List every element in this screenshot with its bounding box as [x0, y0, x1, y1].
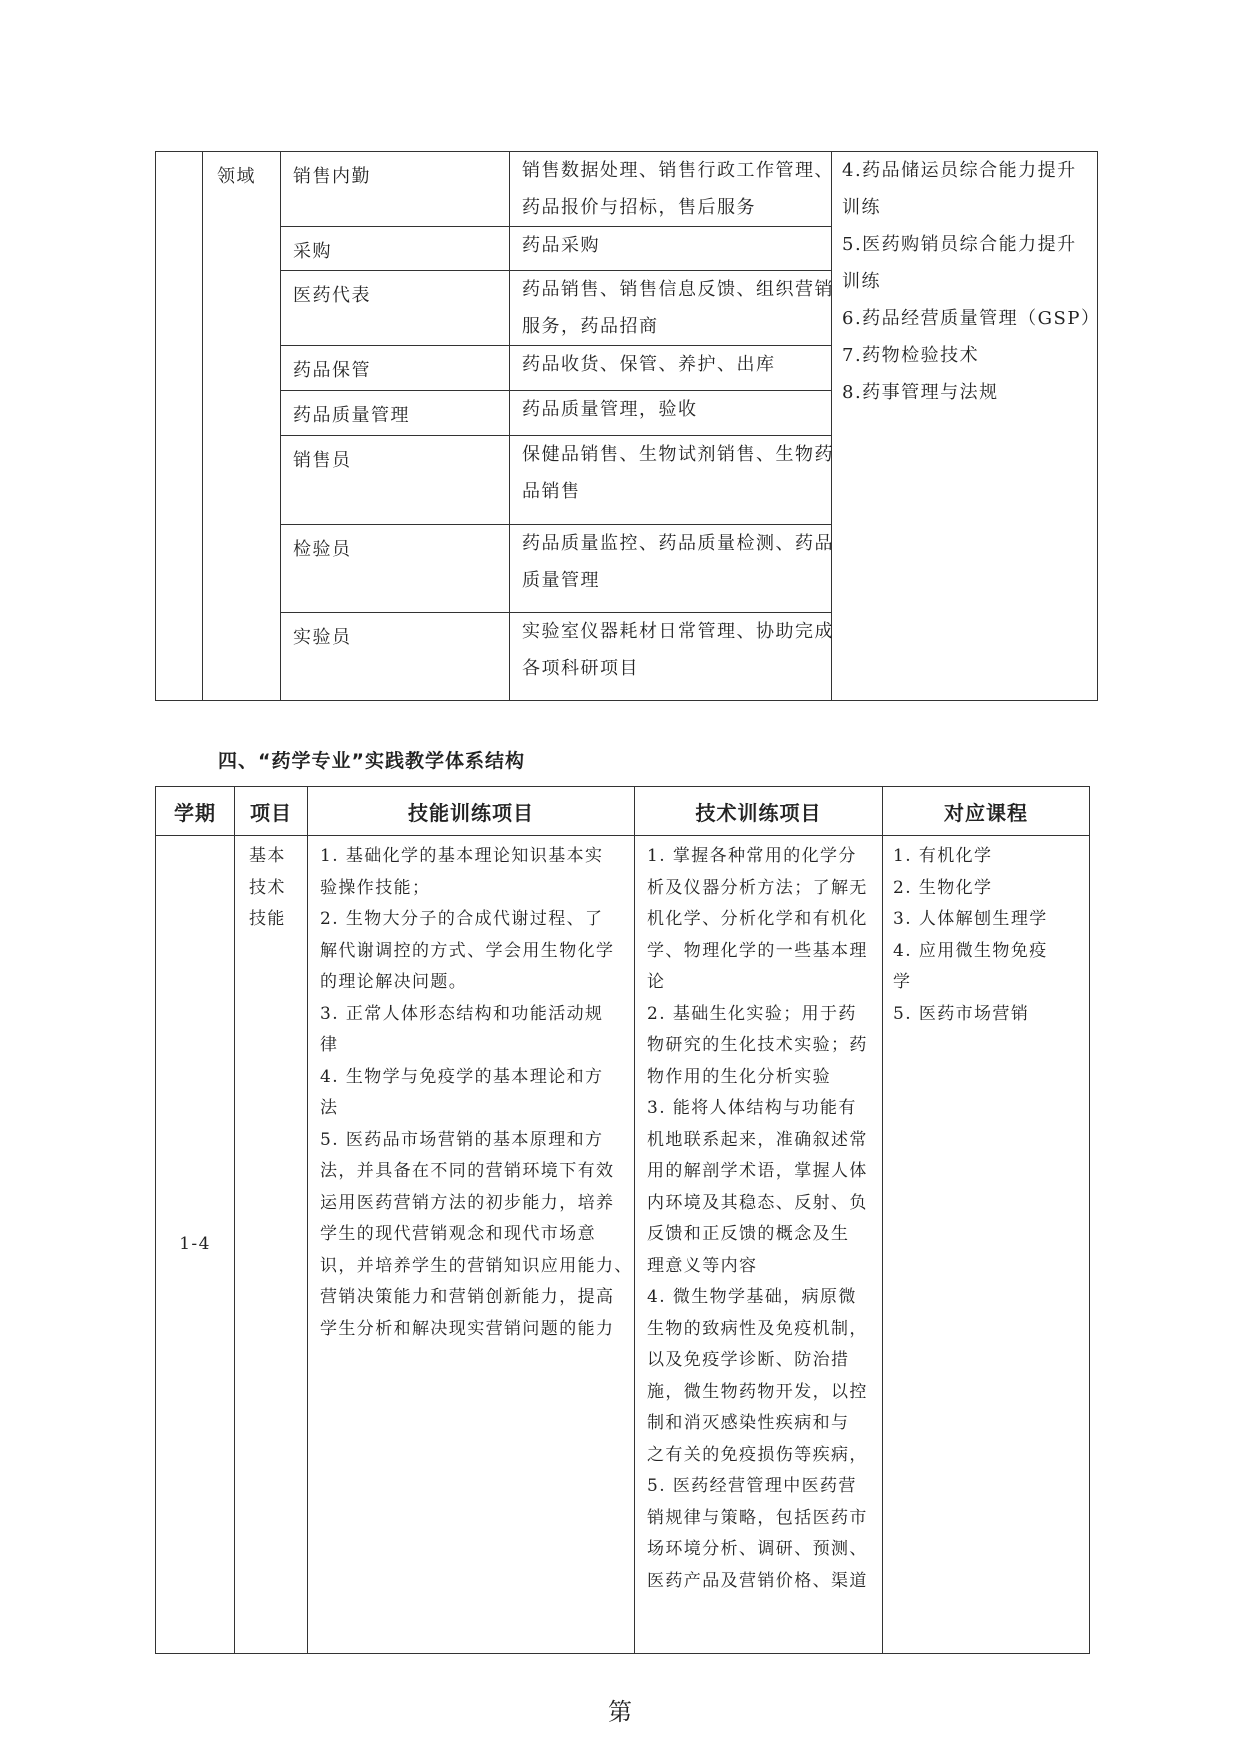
position-name: 销售内勤	[293, 166, 371, 187]
position-name: 药品保管	[293, 360, 371, 381]
table-row	[156, 836, 1090, 1654]
tech-training-cell	[635, 836, 883, 1654]
tech-line: 场环境分析、调研、预测、	[647, 1539, 868, 1559]
table-row	[156, 152, 1098, 227]
header-tech-training: 技术训练项目	[635, 787, 883, 836]
tech-line: 反馈和正反馈的概念及生	[647, 1224, 850, 1244]
course-line: 4.药品储运员综合能力提升	[842, 160, 1077, 181]
tech-line: 4. 微生物学基础，病原微	[647, 1287, 857, 1307]
course-line: 3. 人体解刨生理学	[893, 909, 1048, 929]
tech-line: 之有关的免疫损伤等疾病，	[647, 1444, 868, 1465]
skill-line: 2. 生物大分子的合成代谢过程、了	[320, 909, 604, 929]
position-cell	[281, 436, 510, 525]
task-cell	[510, 227, 832, 271]
tech-line: 理意义等内容	[647, 1255, 758, 1276]
task-cell	[510, 391, 832, 436]
page-footer: 第	[608, 1698, 632, 1726]
tech-line: 销规律与策略，包括医药市	[647, 1507, 868, 1528]
tech-line: 制和消灭感染性疾病和与	[647, 1413, 850, 1433]
position-name: 采购	[293, 241, 332, 262]
skill-line: 5. 医药品市场营销的基本原理和方	[320, 1129, 604, 1150]
skill-line: 3. 正常人体形态结构和功能活动规	[320, 1003, 604, 1024]
course-line: 1. 有机化学	[893, 846, 993, 866]
tech-line: 论	[647, 972, 666, 992]
field-label: 领域	[203, 152, 281, 701]
tech-line: 内环境及其稳态、反射、负	[647, 1192, 868, 1213]
tech-line: 1. 掌握各种常用的化学分	[647, 846, 857, 866]
tech-line: 析及仪器分析方法；了解无	[647, 877, 868, 898]
course-line: 5. 医药市场营销	[893, 1003, 1030, 1024]
course-line: 训练	[842, 271, 881, 292]
position-cell	[281, 271, 510, 346]
position-name: 检验员	[293, 539, 352, 560]
skill-line: 学生分析和解决现实营销问题的能力	[320, 1318, 615, 1339]
position-cell	[281, 613, 510, 701]
task-cell	[510, 613, 832, 701]
tech-line: 机化学、分析化学和有机化	[647, 909, 868, 929]
tech-line: 生物的致病性及免疫机制，	[647, 1318, 868, 1339]
position-cell	[281, 391, 510, 436]
position-cell	[281, 227, 510, 271]
tech-line: 医药产品及营销价格、渠道	[647, 1570, 868, 1591]
task-text: 药品质量监控、药品质量检测、药品	[522, 533, 834, 554]
task-text: 药品采购	[522, 235, 600, 256]
practice-teaching-table	[155, 786, 1090, 1654]
job-field-table	[155, 151, 1101, 701]
section-heading: 四、“药学专业”实践教学体系结构	[218, 750, 525, 772]
skill-line: 营销决策能力和营销创新能力，提高	[320, 1287, 615, 1307]
tech-line: 2. 基础生化实验；用于药	[647, 1003, 857, 1024]
tech-line: 用的解剖学术语，掌握人体	[647, 1161, 868, 1181]
task-cell	[510, 271, 832, 346]
task-text: 质量管理	[522, 570, 600, 591]
skill-training-cell	[308, 836, 635, 1654]
course-line: 5.医药购销员综合能力提升	[842, 234, 1077, 255]
task-text: 品销售	[522, 481, 581, 502]
skill-line: 4. 生物学与免疫学的基本理论和方	[320, 1066, 604, 1087]
item-line: 技术	[249, 877, 286, 898]
skill-line: 识，并培养学生的营销知识应用能力、	[320, 1255, 633, 1276]
item-line: 技能	[249, 909, 286, 929]
skill-line: 解代谢调控的方式、学会用生物化学	[320, 940, 615, 961]
position-name: 药品质量管理	[293, 405, 410, 426]
item-cell	[235, 836, 308, 1654]
course-line: 训练	[842, 197, 881, 218]
skill-line: 学生的现代营销观念和现代市场意	[320, 1224, 596, 1244]
position-name: 实验员	[293, 627, 352, 648]
position-name: 销售员	[293, 450, 352, 471]
tech-line: 物作用的生化分析实验	[647, 1066, 831, 1087]
task-text: 服务，药品招商	[522, 316, 659, 337]
header-term: 学期	[156, 787, 235, 836]
course-cell	[883, 836, 1090, 1654]
course-line: 4. 应用微生物免疫	[893, 940, 1048, 961]
tech-line: 机地联系起来，准确叙述常	[647, 1129, 868, 1150]
blank-cell	[156, 152, 203, 701]
task-text: 各项科研项目	[522, 658, 639, 679]
tech-line: 以及免疫学诊断、防治措	[647, 1350, 850, 1370]
position-name: 医药代表	[293, 285, 371, 306]
course-line: 6.药品经营质量管理（GSP）	[842, 308, 1101, 329]
task-text: 销售数据处理、销售行政工作管理、	[522, 160, 834, 181]
tech-line: 学、物理化学的一些基本理	[647, 940, 868, 961]
skill-line: 法，并具备在不同的营销环境下有效	[320, 1161, 615, 1181]
position-cell	[281, 152, 510, 227]
skill-line: 1. 基础化学的基本理论知识基本实	[320, 846, 604, 866]
skill-line: 律	[320, 1035, 339, 1055]
item-line: 基本	[249, 846, 286, 866]
course-line: 7.药物检验技术	[842, 345, 980, 366]
header-skill-training: 技能训练项目	[308, 787, 635, 836]
course-line: 8.药事管理与法规	[842, 382, 999, 403]
header-item: 项目	[235, 787, 308, 836]
skill-line: 验操作技能；	[320, 877, 431, 898]
task-text: 药品收货、保管、养护、出库	[522, 354, 776, 375]
skill-line: 的理论解决问题。	[320, 972, 468, 992]
tech-line: 物研究的生化技术实验；药	[647, 1035, 868, 1055]
skill-line: 法	[320, 1098, 339, 1118]
header-course: 对应课程	[883, 787, 1090, 836]
task-text: 实验室仪器耗材日常管理、协助完成	[522, 621, 834, 642]
tech-line: 3. 能将人体结构与功能有	[647, 1098, 857, 1118]
course-line: 学	[893, 972, 912, 992]
task-text: 药品销售、销售信息反馈、组织营销	[522, 279, 834, 300]
term-cell: 1-4	[156, 836, 235, 1654]
tech-line: 施，微生物药物开发，以控	[647, 1381, 868, 1402]
task-text: 保健品销售、生物试剂销售、生物药	[522, 444, 834, 465]
task-text: 药品报价与招标，售后服务	[522, 197, 756, 218]
course-line: 2. 生物化学	[893, 877, 993, 898]
task-text: 药品质量管理，验收	[522, 399, 698, 420]
table-header-row	[156, 787, 1090, 836]
tech-line: 5. 医药经营管理中医药营	[647, 1476, 857, 1496]
task-cell	[510, 525, 832, 613]
task-cell	[510, 436, 832, 525]
task-cell	[510, 346, 832, 391]
task-cell	[510, 152, 832, 227]
position-cell	[281, 346, 510, 391]
position-cell	[281, 525, 510, 613]
course-list-cell	[832, 152, 1101, 701]
skill-line: 运用医药营销方法的初步能力，培养	[320, 1192, 615, 1213]
